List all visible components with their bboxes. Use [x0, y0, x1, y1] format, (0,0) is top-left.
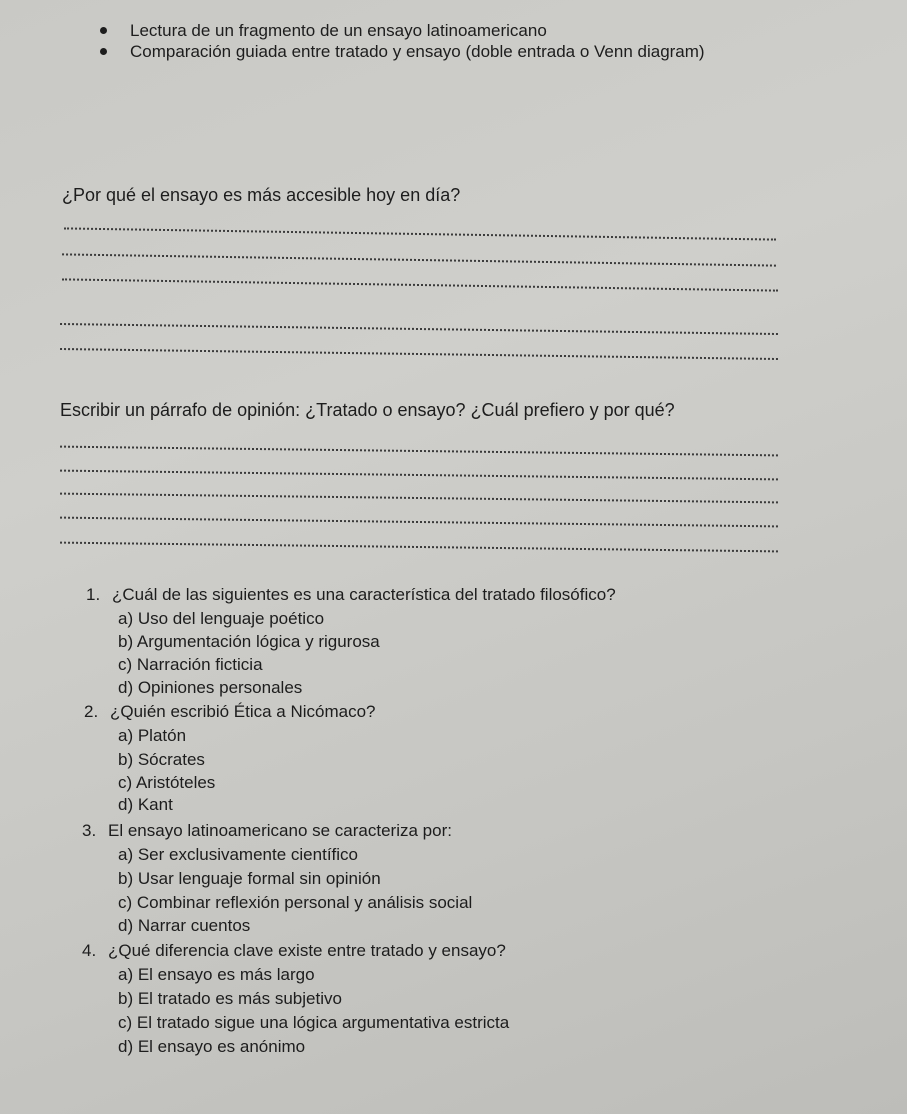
question-text: El ensayo latinoamericano se caracteriza por: [108, 821, 452, 840]
answer-option[interactable]: a) Platón [118, 726, 187, 745]
bullet-icon [100, 48, 107, 55]
answer-line[interactable] [62, 278, 778, 291]
answer-option[interactable]: d) Narrar cuentos [118, 916, 251, 935]
quiz-question [82, 941, 506, 961]
open-question-1: ¿Por qué el ensayo es más accesible hoy en día? [62, 185, 461, 205]
question-text: ¿Qué diferencia clave existe entre tratado y ensayo? [108, 941, 506, 960]
answer-line[interactable] [60, 517, 778, 528]
answer-line[interactable] [60, 542, 778, 553]
answer-option[interactable]: c) El tratado sigue una lógica argumentativa estricta [118, 1013, 510, 1032]
activity-item-text: Comparación guiada entre tratado y ensayo (doble entrada o Venn diagram) [130, 42, 705, 61]
answer-option[interactable]: a) Uso del lenguaje poético [118, 609, 325, 628]
question-number: 2. [84, 702, 99, 721]
answer-option[interactable]: c) Narración ficticia [118, 655, 263, 674]
answer-option[interactable]: b) Argumentación lógica y rigurosa [118, 632, 380, 651]
answer-option[interactable]: d) Kant [118, 795, 173, 814]
activity-item [100, 20, 800, 41]
answer-option[interactable]: d) Opiniones personales [118, 678, 303, 697]
quiz-question [86, 585, 616, 605]
question-number: 3. [82, 821, 97, 840]
answer-line[interactable] [60, 493, 778, 504]
answer-line[interactable] [60, 348, 778, 360]
question-text: ¿Quién escribió Ética a Nicómaco? [110, 702, 376, 721]
answer-option[interactable]: b) Sócrates [118, 750, 205, 769]
answer-line[interactable] [64, 227, 776, 240]
question-text: ¿Cuál de las siguientes es una característica del tratado filosófico? [112, 585, 616, 604]
answer-option[interactable]: a) Ser exclusivamente científico [118, 845, 358, 864]
question-number: 1. [86, 585, 101, 604]
question-number: 4. [82, 941, 97, 960]
bullet-icon [100, 27, 107, 34]
quiz-question [84, 702, 376, 722]
answer-line[interactable] [62, 253, 776, 266]
answer-line[interactable] [60, 323, 778, 335]
activity-list [100, 20, 800, 62]
answer-option[interactable]: d) El ensayo es anónimo [118, 1037, 306, 1056]
answer-option[interactable]: a) El ensayo es más largo [118, 965, 315, 984]
answer-option[interactable]: b) Usar lenguaje formal sin opinión [118, 869, 381, 888]
answer-option[interactable]: c) Aristóteles [118, 773, 216, 792]
quiz-question [82, 821, 452, 841]
activity-item [100, 41, 800, 62]
open-question-2: Escribir un párrafo de opinión: ¿Tratado o ensayo? ¿Cuál prefiero y por qué? [60, 400, 675, 420]
answer-line[interactable] [60, 446, 778, 457]
answer-line[interactable] [60, 470, 778, 481]
answer-option[interactable]: b) El tratado es más subjetivo [118, 989, 342, 1008]
activity-item-text: Lectura de un fragmento de un ensayo latinoamericano [130, 21, 547, 40]
answer-option[interactable]: c) Combinar reflexión personal y análisis social [118, 893, 473, 912]
